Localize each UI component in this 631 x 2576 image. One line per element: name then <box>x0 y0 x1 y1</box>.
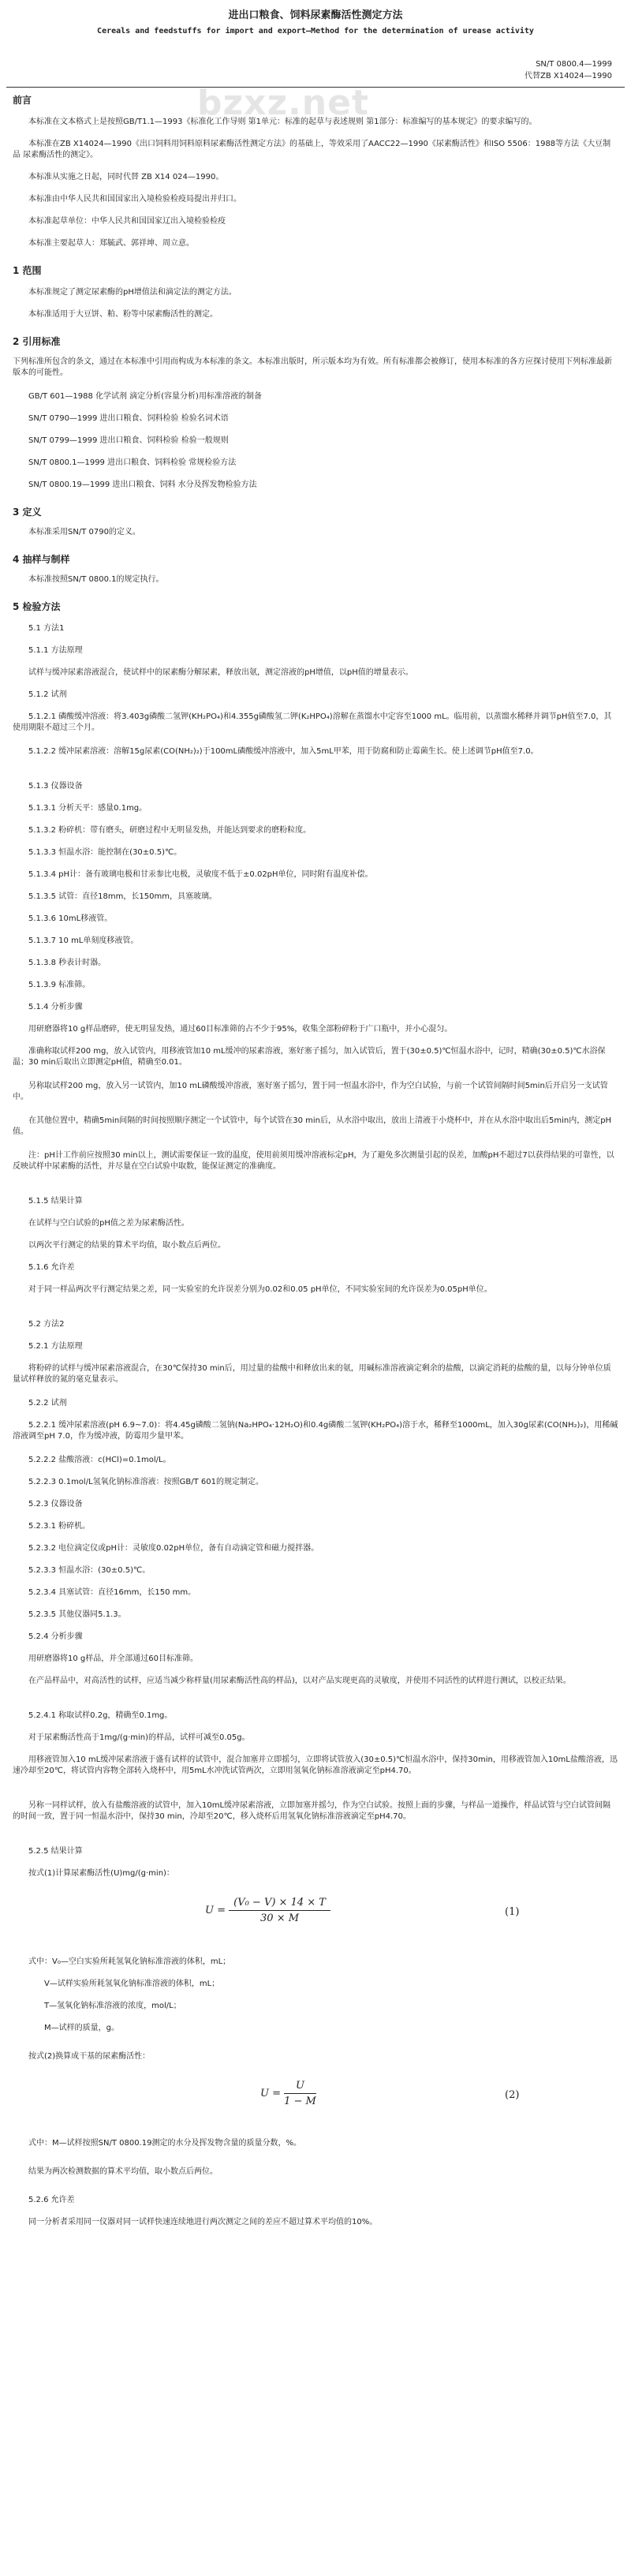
foreword-para: 本标准从实施之日起，同时代替 ZB X14 024—1990。 <box>28 173 224 181</box>
foreword-para: 本标准由中华人民共和国国家出入境检验检疫局提出并归口。 <box>28 195 241 204</box>
apparatus-item: 5.2.3.5 其他仪器同5.1.3。 <box>28 1610 126 1619</box>
apparatus-item: 5.1.3.1 分析天平：感量0.1mg。 <box>28 804 147 813</box>
apparatus-item: 5.1.3.5 试管：直径18mm，长150mm，具塞玻璃。 <box>28 892 217 901</box>
note-para: 注：pH计工作前应按照30 min以上，测试需要保证一致的温度，使用前须用缓冲溶液标定pH，为了避免多次测量引起的误差，加酸pH不超过7以获得结果的可靠性，以反映试样中尿素酶的活性，并尽量在空白试验中取数，能保证测定的准确度。 <box>13 1151 614 1171</box>
section-para: 5.2.2.3 0.1mol/L氢氧化钠标准溶液：按照GB/T 601的规定制定。 <box>28 1478 263 1486</box>
section-para: 另称取试样200 mg，放入另一试管内，加10 mL磷酸缓冲溶液，塞好塞子摇匀，置于同一恒温水浴中，作为空白试验，与前一个试管间隔时间5min后开启另一支试管中。 <box>13 1082 608 1101</box>
subsection-heading: 5.2.2 试剂 <box>28 1399 67 1408</box>
reference-item: SN/T 0799—1999 进出口粮食、饲料检验 检验一般规则 <box>28 436 229 445</box>
section-para: 本标准采用SN/T 0790的定义。 <box>28 528 140 537</box>
replaces-note: 代替ZB X14024—1990 <box>524 72 612 80</box>
subsection-heading: 5.1.6 允许差 <box>28 1263 75 1272</box>
apparatus-item: 5.1.3.9 标准筛。 <box>28 981 91 989</box>
section-heading: 1 范围 <box>13 265 42 276</box>
equation-denominator: 30 × M <box>260 1912 300 1924</box>
section-para: 下列标准所包含的条文，通过在本标准中引用而构成为本标准的条文。本标准出版时，所示版本均为有效。所有标准都会被修订，使用本标准的各方应探讨使用下列标准最新版本的可能性。 <box>13 357 612 377</box>
equation-lhs: U = <box>260 2088 281 2099</box>
section-para: 将粉碎的试样与缓冲尿素溶液混合，在30℃保持30 min后，用过量的盐酸中和释放出来的氨，用碱标准溶液滴定剩余的盐酸，以滴定消耗的盐酸的量，以每分钟单位质量试样释放的氮的毫克量表示。 <box>13 1364 611 1384</box>
page-title: 进出口粮食、饲料尿素酶活性测定方法 <box>228 9 403 21</box>
equation-1 <box>205 1897 330 1924</box>
section-para: 在产品样品中，对高活性的试样，应适当减少称样量(用尿素酶活性高的样品)，以对产品实现更高的灵敏度，并使用不同活性的试样进行测试，以校正结果。 <box>28 1677 571 1685</box>
equation-numerator: (V₀ − V) × 14 × T <box>229 1897 330 1911</box>
apparatus-item: 5.1.3.7 10 mL单刻度移液管。 <box>28 937 139 945</box>
section-para: 用移液管加入10 mL缓冲尿素溶液于盛有试样的试管中，混合加塞并立即摇匀，立即将试管放入(30±0.5)℃恒温水浴中，保持30min，用移液管加入10mL盐酸溶液，迅速冷却至20℃，将试管内容物全部转入烧杯中，用5mL水冲洗试管两次，立即用氢氧化钠标准溶液滴定至pH4.70。 <box>13 1755 618 1775</box>
foreword-para: 本标准在文本格式上是按照GB/T1.1—1993《标准化工作导则 第1单元：标准的起草与表述规则 第1部分：标准编写的基本规定》的要求编写的。 <box>28 118 537 126</box>
reference-item: SN/T 0790—1999 进出口粮食、饲料检验 检验名词术语 <box>28 414 229 423</box>
subsection-heading: 5.1.1 方法原理 <box>28 646 83 655</box>
apparatus-item: 5.2.3.3 恒温水浴：(30±0.5)℃。 <box>28 1566 151 1575</box>
section-para: 在试样与空白试验的pH值之差为尿素酶活性。 <box>28 1219 189 1228</box>
section-para: 试样与缓冲尿素溶液混合，使试样中的尿素酶分解尿素，释放出氨，测定溶液的pH增值，以pH值的增量表示。 <box>28 668 413 677</box>
subsection-heading: 5.2.3 仪器设备 <box>28 1500 83 1509</box>
equation-denominator: 1 − M <box>284 2096 316 2107</box>
subsection-heading: 5.2 方法2 <box>28 1320 65 1329</box>
section-para: 同一分析者采用同一仪器对同一试样快速连续地进行两次测定之间的差应不超过算术平均值的10%。 <box>28 2218 378 2226</box>
section-para: 5.2.2.2 盐酸溶液：c(HCl)=0.1mol/L。 <box>28 1456 171 1464</box>
section-heading: 3 定义 <box>13 507 42 518</box>
section-para: 按式(1)计算尿素酶活性(U)mg/(g·min)： <box>28 1869 174 1878</box>
apparatus-item: 5.2.3.2 电位滴定仪或pH计：灵敏度0.02pH单位，备有自动滴定管和磁力搅拌器。 <box>28 1544 319 1553</box>
subsection-heading: 5.2.4 分析步骤 <box>28 1632 83 1641</box>
reference-item: GB/T 601—1988 化学试剂 滴定分析(容量分析)用标准溶液的制备 <box>28 392 262 401</box>
equation-fraction <box>229 1897 330 1924</box>
where-item: 式中：M—试样按照SN/T 0800.19测定的水分及挥发物含量的质量分数，%。 <box>28 2139 301 2148</box>
standard-code <box>525 58 612 82</box>
where-item: T—氢氧化钠标准溶液的浓度，mol/L； <box>44 2002 181 2010</box>
where-item: 式中：V₀—空白实验所耗氢氧化钠标准溶液的体积，mL； <box>28 1957 231 1966</box>
section-para: 对于尿素酶活性高于1mg/(g·min)的样品，试样可减至0.05g。 <box>28 1733 250 1742</box>
page-subtitle: Cereals and feedstuffs for import and export—Method for the determination of urease activity <box>97 27 534 36</box>
subsection-heading: 5.1 方法1 <box>28 624 65 633</box>
subsection-heading: 5.2.6 允许差 <box>28 2196 75 2204</box>
section-para: 按式(2)换算成干基的尿素酶活性： <box>28 2052 151 2061</box>
apparatus-item: 5.1.3.2 粉碎机：带有磨头，研磨过程中无明显发热，并能达到要求的磨粉粒度。 <box>28 826 312 835</box>
section-para: 用研磨器将10 g样品，并全部通过60目标准筛。 <box>28 1654 198 1663</box>
section-para: 准确称取试样200 mg，放入试管内，用移液管加10 mL缓冲的尿素溶液，塞好塞子摇匀，加入试管后，置于(30±0.5)℃恒温水浴中，记时，精确(30±0.5)℃水浴保温；30 min后取出立即测定pH值，精确至0.01。 <box>13 1047 606 1067</box>
subsection-heading: 5.1.2 试剂 <box>28 690 67 699</box>
equation-fraction <box>284 2080 316 2107</box>
section-para: 5.1.2.2 缓冲尿素溶液：溶解15g尿素(CO(NH₂)₂)于100mL磷酸缓冲溶液中，加入5mL甲苯，用于防腐和防止霉菌生长。使上述调节pH值至7.0。 <box>28 747 539 756</box>
section-para: 结果为两次检测数据的算术平均值，取小数点后两位。 <box>28 2167 218 2176</box>
section-para: 对于同一样品两次平行测定结果之差，同一实验室的允许误差分别为0.02和0.05 pH单位，不同实验室间的允许误差为0.05pH单位。 <box>28 1285 492 1294</box>
watermark: bzxz.net <box>197 83 370 123</box>
apparatus-item: 5.1.3.8 秒表计时器。 <box>28 959 106 967</box>
equation-numerator: U <box>284 2080 316 2094</box>
section-para: 本标准规定了测定尿素酶的pH增值法和滴定法的测定方法。 <box>28 288 237 297</box>
apparatus-item: 5.2.3.1 粉碎机。 <box>28 1522 91 1531</box>
apparatus-item: 5.1.3.6 10mL移液管。 <box>28 914 113 923</box>
section-heading: 2 引用标准 <box>13 336 61 347</box>
section-heading: 4 抽样与制样 <box>13 554 70 565</box>
section-para: 在其他位置中，精确5min间隔的时间按照顺序测定一个试管中，每个试管在30 min后，从水浴中取出，放出上清液于小烧杯中，并在从水浴中取出后5min内，测定pH值。 <box>13 1116 612 1136</box>
foreword-heading: 前言 <box>13 95 32 106</box>
reference-item: SN/T 0800.19—1999 进出口粮食、饲料 水分及挥发物检验方法 <box>28 480 257 489</box>
section-para: 另称一同样试样，放入有盐酸溶液的试管中，加入10mL缓冲尿素溶液，立即加塞并摇匀，作为空白试验。按照上面的步骤，与样品一道操作，样品试管与空白试管间隔的时间一致，置于同一恒温水浴中，保持30 min，冷却至20℃，移入烧杯后用氢氧化钠标准溶液滴定至pH4.70。 <box>13 1801 611 1821</box>
section-para: 用研磨器将10 g样品磨碎，使无明显发热，通过60目标准筛的占不少于95%，收集全部粉碎粉于广口瓶中，并小心混匀。 <box>28 1025 453 1034</box>
subsection-heading: 5.1.5 结果计算 <box>28 1197 83 1206</box>
where-item: V—试样实验所耗氢氧化钠标准溶液的体积，mL； <box>44 1980 220 1988</box>
equation-2 <box>260 2080 316 2107</box>
section-para: 本标准适用于大豆饼、粕、粉等中尿素酶活性的测定。 <box>28 310 218 319</box>
where-item: M—试样的质量，g。 <box>44 2024 119 2032</box>
subsection-heading: 5.2.5 结果计算 <box>28 1847 83 1856</box>
section-para: 以两次平行测定的结果的算术平均值，取小数点后两位。 <box>28 1241 226 1250</box>
reference-item: SN/T 0800.1—1999 进出口粮食、饲料检验 常规检验方法 <box>28 458 237 467</box>
equation-lhs: U = <box>205 1905 226 1916</box>
foreword-para: 本标准主要起草人：郑毓武、郭祥坤、周立意。 <box>28 239 194 248</box>
equation-number: (2) <box>505 2089 520 2101</box>
apparatus-item: 5.1.3.4 pH计：备有玻璃电极和甘汞参比电极，灵敏度不低于±0.02pH单位，同时附有温度补偿。 <box>28 870 373 879</box>
foreword-para: 本标准在ZB X14024—1990《出口饲料用饲料原料尿素酶活性测定方法》的基础上，等效采用了AACC22—1990《尿素酶活性》和ISO 5506：1988等方法《大豆制品 尿素酶活性的测定》。 <box>13 140 611 159</box>
subsection-heading: 5.1.4 分析步骤 <box>28 1003 83 1011</box>
section-heading: 5 检验方法 <box>13 601 61 612</box>
section-para: 5.2.2.1 缓冲尿素溶液(pH 6.9~7.0)：将4.45g磷酸二氢钠(Na₂HPO₄·12H₂O)和0.4g磷酸二氢钾(KH₂PO₄)溶于水，稀释至1000mL，加入30g尿素(CO(NH₂)₂)，用稀碱溶液调至pH 7.0，作为缓冲液，防霉用少量甲苯。 <box>13 1421 618 1441</box>
section-para: 5.2.4.1 称取试样0.2g，精确至0.1mg。 <box>28 1711 173 1720</box>
standard-number: SN/T 0800.4—1999 <box>536 60 612 69</box>
apparatus-item: 5.1.3.3 恒温水浴：能控制在(30±0.5)℃。 <box>28 848 182 857</box>
apparatus-item: 5.2.3.4 具塞试管：直径16mm，长150 mm。 <box>28 1588 196 1597</box>
subsection-heading: 5.2.1 方法原理 <box>28 1342 83 1351</box>
foreword-para: 本标准起草单位：中华人民共和国国家辽出入境检验检疫 <box>28 217 226 226</box>
subsection-heading: 5.1.3 仪器设备 <box>28 782 83 791</box>
section-para: 本标准按照SN/T 0800.1的规定执行。 <box>28 575 164 584</box>
section-para: 5.1.2.1 磷酸缓冲溶液：将3.403g磷酸二氢钾(KH₂PO₄)和4.355g磷酸氢二钾(K₂HPO₄)溶解在蒸馏水中定容至1000 mL。临用前，以蒸馏水稀释并调节pH值至7.0，其使用期限不超过三个月。 <box>13 712 612 732</box>
equation-number: (1) <box>505 1906 520 1918</box>
